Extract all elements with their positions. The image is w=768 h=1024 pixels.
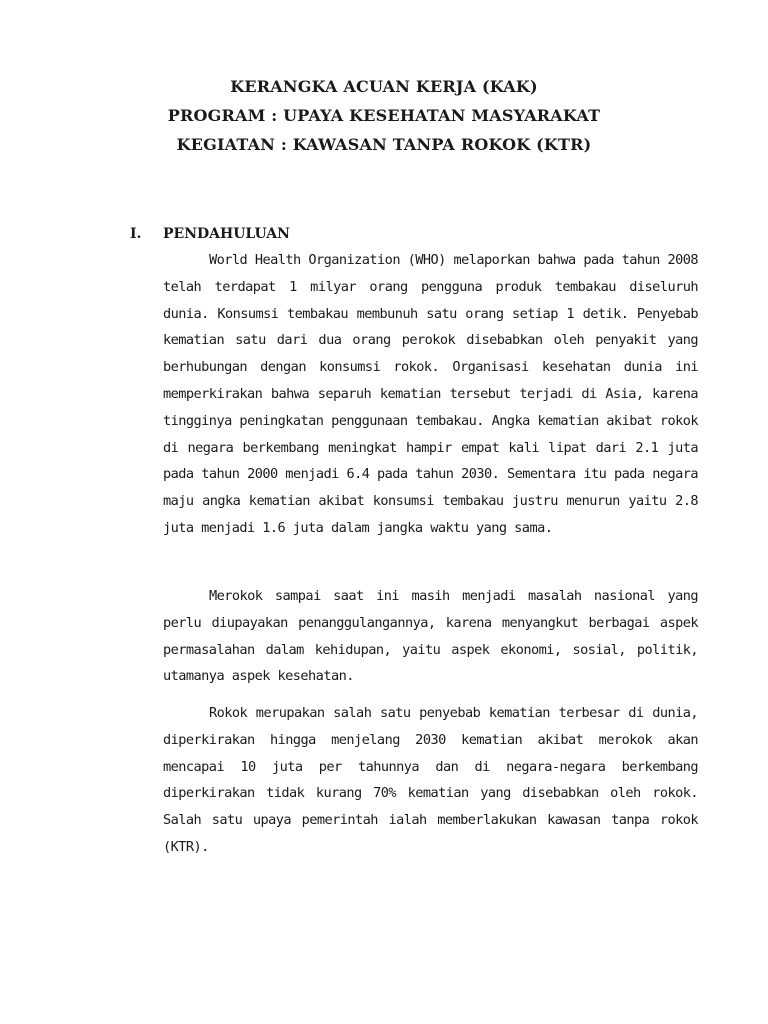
section-title: PENDAHULUAN bbox=[163, 226, 290, 242]
title-line-kak: KERANGKA ACUAN KERJA (KAK) bbox=[230, 77, 538, 96]
title-line-kegiatan: KEGIATAN : KAWASAN TANPA ROKOK (KTR) bbox=[176, 135, 592, 154]
title-line-program: PROGRAM : UPAYA KESEHATAN MASYARAKAT bbox=[167, 106, 601, 125]
paragraph-ktr-policy: Rokok merupakan salah satu penyebab kematian terbesar di dunia, diperkirakan hingga menjelang 2030 kematian akibat merokok akan mencapai 10 juta per tahunnya dan di negara-negara berkembang diperkirakan tidak kurang 70% kematian yang disebabkan oleh rokok. Salah satu upaya pemerintah ialah memberlakukan kawasan tanpa rokok (KTR). bbox=[163, 705, 698, 855]
section-heading bbox=[130, 224, 290, 244]
paragraph-who-report: World Health Organization (WHO) melaporkan bahwa pada tahun 2008 telah terdapat 1 milyar orang pengguna produk tembakau diseluruh dunia. Konsumsi tembakau membunuh satu orang setiap 1 detik. Penyebab kematian satu dari dua orang perokok disebabkan oleh penyakit yang berhubungan dengan konsumsi rokok. Organisasi kesehatan dunia ini memperkirakan bahwa separuh kematian tersebut terjadi di Asia, karena tingginya peningkatan penggunaan tembakau. Angka kematian akibat rokok di negara berkembang meningkat hampir empat kali lipat dari 2.1 juta pada tahun 2000 menjadi 6.4 pada tahun 2030. Sementara itu pada negara maju angka kematian akibat konsumsi tembakau justru menurun yaitu 2.8 juta menjadi 1.6 juta dalam jangka waktu yang sama. bbox=[163, 252, 698, 536]
section-number: I. bbox=[130, 226, 142, 242]
document-title bbox=[0, 72, 768, 159]
paragraph-national-problem: Merokok sampai saat ini masih menjadi masalah nasional yang perlu diupayakan penanggulangannya, karena menyangkut berbagai aspek permasalahan dalam kehidupan, yaitu aspek ekonomi, sosial, politik, utamanya aspek kesehatan. bbox=[163, 588, 698, 685]
